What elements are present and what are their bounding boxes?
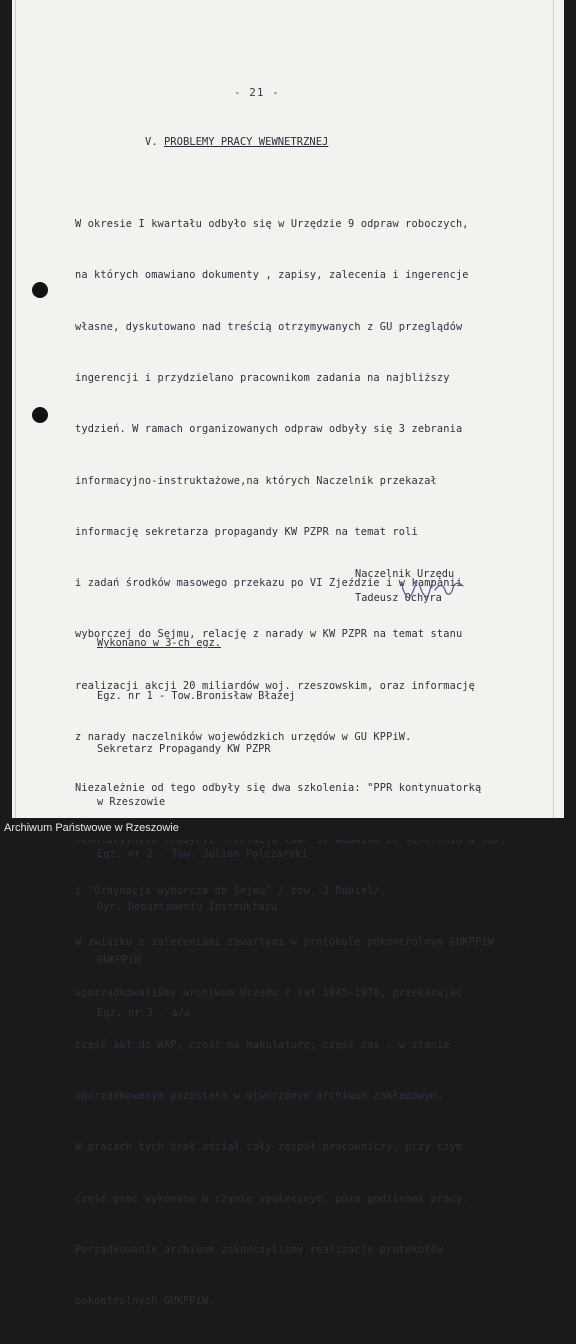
body-line: z narady naczelników wojewódzkich urzędów w GU KPPiW. <box>75 731 412 743</box>
signatory-name: Tadeusz Ochyra <box>355 592 442 604</box>
body-line: na których omawiano dokumenty , zapisy, zalecenia i ingerencje <box>75 269 469 282</box>
distribution-line: Egz. nr 2 - Tow. Julian Polczarski <box>97 848 308 861</box>
body-line: i zadań środków masowego przekazu po VI Zjeździe i w kampanii <box>75 577 463 590</box>
section-numeral: V. <box>145 136 158 148</box>
archive-name: Archiwum Państwowe w Rzeszowie <box>4 822 179 834</box>
body-line: uporządkowanym pozostała w utworzonym archiwum zakładowym. <box>75 1089 444 1102</box>
body-line: wyborczej do Sejmu, relację z narady w KW PZPR na temat stanu <box>75 628 463 641</box>
body-line: ingerencji i przydzielano pracownikom zadania na najbliższy <box>75 372 450 385</box>
distribution-line: Sekretarz Propagandy KW PZPR <box>97 742 271 755</box>
distribution-heading: Wykonano w 3-ch egz. <box>97 637 221 650</box>
body-line: część prac wykonano w czynie społecznym, poza godzinami pracy. <box>75 1192 469 1205</box>
body-line: i "Ordynacja wyborcza do Sejmu" / tow. J.Dubiel/. <box>75 884 387 897</box>
punch-hole-top <box>32 282 48 298</box>
body-line: W okresie I kwartału odbyło się w Urzędzie 9 odpraw roboczych, <box>75 218 469 231</box>
handwritten-signature <box>397 576 469 602</box>
archive-footer <box>0 818 576 840</box>
scan-edge-left <box>15 0 16 818</box>
distribution-line: GUKPPiW <box>97 953 141 966</box>
body-line: informacyjno-instruktażowe,na których Naczelnik przekazał <box>75 474 437 487</box>
distribution-line: Egz. nr 1 - Tow.Bronisław Błażej <box>97 689 296 702</box>
body-line: pokontrolnych GUKPPiW. <box>75 1295 215 1308</box>
section-heading <box>145 136 328 148</box>
body-line: część akt do WAP, część na makulaturę, część zaś - w stanie <box>75 1038 450 1051</box>
scan-edge-right <box>553 0 554 818</box>
signatory-title: Naczelnik Urzędu <box>355 568 455 580</box>
body-line: Porządkowanie archiwum zakończyliśmy realizację protokołów <box>75 1243 444 1256</box>
body-line: własne, dyskutowano nad treścią otrzymywanych z GU przeglądów <box>75 320 463 333</box>
body-line: realizacji akcji 20 miliardów woj. rzeszowskim, oraz informację <box>75 679 476 692</box>
punch-hole-bottom <box>32 407 48 423</box>
body-line: Niezależnie od tego odbyły się dwa szkolenia: "PPR kontynuatorką <box>75 782 482 795</box>
body-line: tydzień. W ramach organizowanych odpraw odbyły się 3 zebrania <box>75 423 463 436</box>
distribution-line: Dyr. Departamentu Instruktażu <box>97 901 277 914</box>
body-line: W związku z zaleceniami zawartymi w protokole pokontrolnym GUKPPiW <box>75 936 495 949</box>
distribution-line: w Rzeszowie <box>97 795 166 808</box>
body-line: uporządkowaliśmy archiwum Urzędu z lat 1945-1970, przekazując <box>75 987 463 1000</box>
body-line: informację sekretarza propagandy KW PZPR na temat roli <box>75 525 418 538</box>
distribution-line: Egz. nr 3 - a/a <box>97 1006 190 1019</box>
page-number: - 21 - <box>234 86 280 99</box>
section-title: PROBLEMY PRACY WEWNETRZNEJ <box>163 136 329 148</box>
body-line: W pracach tych brał udział cały zespół pracowniczy, przy czym <box>75 1141 463 1154</box>
